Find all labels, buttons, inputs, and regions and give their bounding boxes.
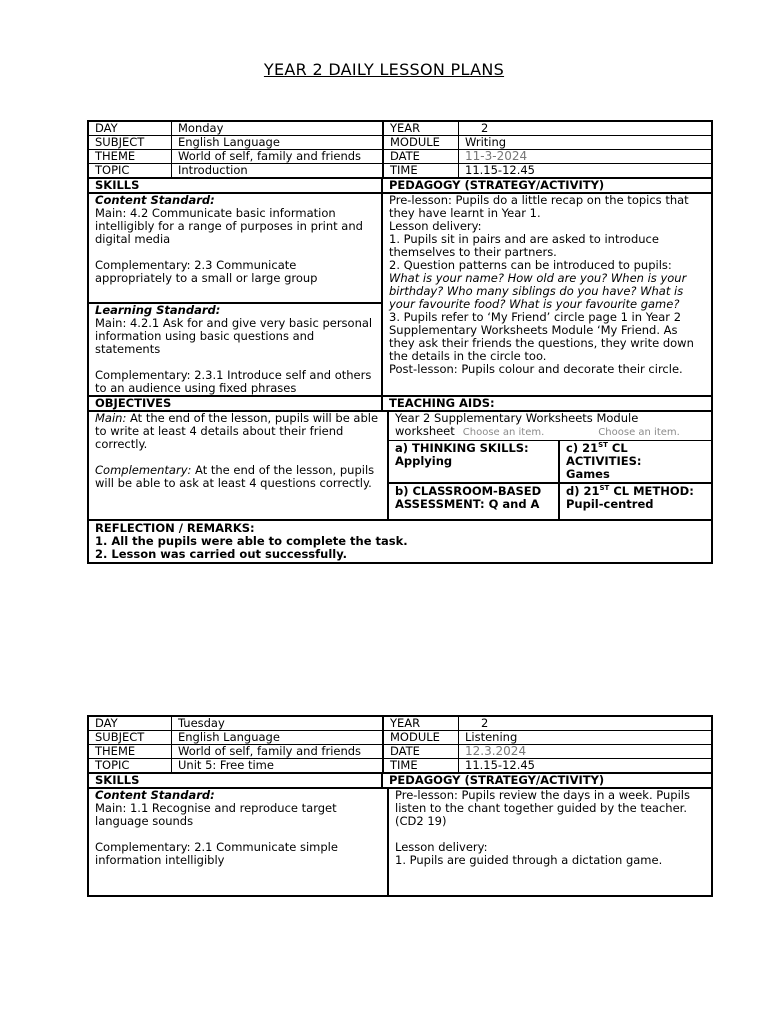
info-row-subject xyxy=(89,731,711,745)
thinking-skills-value: Applying xyxy=(395,454,453,468)
cl-activities-value: Games xyxy=(566,467,610,481)
reflection-box xyxy=(89,521,711,562)
module-label: MODULE xyxy=(384,731,459,744)
objective-complementary: At the end of the lesson, pupils will be able to ask at least 4 questions correctly. xyxy=(95,463,375,490)
cl-activities-cell xyxy=(560,441,711,482)
objective-main: At the end of the lesson, pupils will be able to write at least 4 details about their friend correctly. xyxy=(95,411,379,451)
pedagogy-pre-lesson: Pre-lesson: Pupils do a little recap on the topics that they have learnt in Year 1. xyxy=(389,193,689,220)
topic-label: TOPIC xyxy=(89,164,172,177)
pedagogy-delivery: Lesson delivery: xyxy=(389,219,482,233)
topic-value: Unit 5: Free time xyxy=(172,759,384,772)
objective-main-label: Main: xyxy=(95,411,127,425)
pedagogy-header: PEDAGOGY (STRATEGY/ACTIVITY) xyxy=(389,773,605,787)
thinking-skills-label: a) THINKING SKILLS: xyxy=(395,441,529,455)
info-row-subject xyxy=(89,136,711,150)
learning-standard-main: Main: 4.2.1 Ask for and give very basic personal information using basic questions and statements xyxy=(95,316,373,356)
teaching-aids-header: TEACHING AIDS: xyxy=(389,396,495,410)
learning-standard-title: Learning Standard: xyxy=(95,303,221,317)
reflection-line-2: 2. Lesson was carried out successfully. xyxy=(95,547,348,561)
reflection-line-1: 1. All the pupils were able to complete the task. xyxy=(95,534,408,548)
page-title: YEAR 2 DAILY LESSON PLANS xyxy=(263,60,505,79)
pedagogy-questions: What is your name? How old are you? When is your birthday? Who many siblings do you have? What is your favourite food? What is your favourite game? xyxy=(389,271,687,311)
lesson-plan-tuesday xyxy=(87,715,713,897)
date-label: DATE xyxy=(384,745,459,758)
info-row-theme xyxy=(89,150,711,164)
theme-value: World of self, family and friends xyxy=(172,745,384,758)
date-field[interactable]: 11-3-2024 xyxy=(465,149,528,163)
pedagogy-step-3: 3. Pupils refer to ‘My Friend’ circle page 1 in Year 2 Supplementary Worksheets Module ‘My Friend. As they ask their friends the questions, they write down the details in the circle too. xyxy=(389,310,694,363)
choose-item-dropdown-1[interactable]: Choose an item. xyxy=(462,427,545,438)
skills-header: SKILLS xyxy=(89,179,383,192)
module-value: Listening xyxy=(465,730,518,744)
info-row-theme xyxy=(89,745,711,759)
cl-activities-label-end: CL ACTIVITIES: xyxy=(566,441,642,468)
subject-label: SUBJECT xyxy=(89,136,172,149)
objectives-header: OBJECTIVES xyxy=(89,397,383,410)
pedagogy-post-lesson: Post-lesson: Pupils colour and decorate their circle. xyxy=(389,362,683,376)
cl-method-value: Pupil-centred xyxy=(566,497,654,511)
reflection-header: REFLECTION / REMARKS: xyxy=(95,521,255,535)
learning-standard-box xyxy=(89,304,381,395)
cl-activities-label: c) 21 xyxy=(566,441,599,455)
info-row-topic xyxy=(89,164,711,179)
assessment-label: b) CLASSROOM-BASED ASSESSMENT: Q and A xyxy=(395,484,542,511)
year-label: YEAR xyxy=(384,717,459,730)
content-standard-title: Content Standard: xyxy=(95,788,215,802)
time-label: TIME xyxy=(384,759,459,772)
skills-pedagogy-header xyxy=(89,774,711,789)
content-standard-box xyxy=(89,194,381,304)
aids-column xyxy=(389,412,711,519)
objectives-aids-body xyxy=(89,412,711,521)
theme-value: World of self, family and friends xyxy=(172,150,384,163)
content-standard-main: Main: 4.2 Communicate basic information intelligibly for a range of purposes in print and digital media xyxy=(95,206,363,246)
cl-method-sup: ST xyxy=(599,484,610,493)
pedagogy-step-2: 2. Question patterns can be introduced to pupils: xyxy=(389,258,672,272)
skills-header: SKILLS xyxy=(89,774,383,787)
pedagogy-step-1: 1. Pupils sit in pairs and are asked to introduce themselves to their partners. xyxy=(389,232,659,259)
learning-standard-complementary: Complementary: 2.3.1 Introduce self and others to an audience using fixed phrases xyxy=(95,368,372,395)
assessment-cell xyxy=(389,484,560,519)
content-standard-complementary: Complementary: 2.3 Communicate appropriately to a small or large group xyxy=(95,258,318,285)
time-label: TIME xyxy=(384,164,459,177)
pedagogy-pre-lesson: Pre-lesson: Pupils review the days in a week. Pupils listen to the chant together guided by the teacher. (CD2 19) xyxy=(395,788,690,828)
subject-label: SUBJECT xyxy=(89,731,172,744)
theme-label: THEME xyxy=(89,745,172,758)
skills-pedagogy-body xyxy=(89,194,711,397)
cl-method-cell xyxy=(560,484,711,519)
day-value: Monday xyxy=(172,122,384,135)
theme-label: THEME xyxy=(89,150,172,163)
info-row-day xyxy=(89,717,711,731)
module-value: Writing xyxy=(465,135,507,149)
topic-value: Introduction xyxy=(172,164,384,177)
time-value: 11.15-12.45 xyxy=(465,163,535,177)
teaching-aids-line-2: worksheet xyxy=(395,424,455,438)
year-label: YEAR xyxy=(384,122,459,135)
teaching-aids-box xyxy=(389,412,711,441)
skills-row-1 xyxy=(389,441,711,484)
day-value: Tuesday xyxy=(172,717,384,730)
cl-method-label-end: CL METHOD: xyxy=(609,484,694,498)
skills-pedagogy-header xyxy=(89,179,711,194)
pedagogy-column xyxy=(383,194,711,395)
year-value: 2 xyxy=(481,716,489,730)
info-row-topic xyxy=(89,759,711,774)
content-standard-box xyxy=(89,789,389,895)
content-standard-complementary: Complementary: 2.1 Communicate simple information intelligibly xyxy=(95,840,338,867)
pedagogy-column xyxy=(389,789,711,895)
pedagogy-delivery: Lesson delivery: xyxy=(395,840,488,854)
module-label: MODULE xyxy=(384,136,459,149)
objectives-column xyxy=(89,412,389,519)
pedagogy-step-1: 1. Pupils are guided through a dictation game. xyxy=(395,853,663,867)
skills-column xyxy=(89,194,383,395)
skills-pedagogy-body xyxy=(89,789,711,895)
info-row-day xyxy=(89,122,711,136)
date-label: DATE xyxy=(384,150,459,163)
skills-row-2 xyxy=(389,484,711,519)
subject-value: English Language xyxy=(172,731,384,744)
content-standard-main: Main: 1.1 Recognise and reproduce target language sounds xyxy=(95,801,337,828)
objective-comp-label: Complementary: xyxy=(95,463,192,477)
subject-value: English Language xyxy=(172,136,384,149)
cl-method-label: d) 21 xyxy=(566,484,600,498)
thinking-skills-cell xyxy=(389,441,560,482)
date-field[interactable]: 12.3.2024 xyxy=(465,744,527,758)
cl-activities-sup: ST xyxy=(598,441,608,450)
lesson-plan-monday xyxy=(87,120,713,564)
pedagogy-header: PEDAGOGY (STRATEGY/ACTIVITY) xyxy=(389,178,605,192)
topic-label: TOPIC xyxy=(89,759,172,772)
choose-item-dropdown-2[interactable]: Choose an item. xyxy=(598,427,680,438)
objectives-aids-header xyxy=(89,397,711,412)
day-label: DAY xyxy=(89,122,172,135)
time-value: 11.15-12.45 xyxy=(465,758,535,772)
content-standard-title: Content Standard: xyxy=(95,193,215,207)
year-value: 2 xyxy=(481,121,489,135)
day-label: DAY xyxy=(89,717,172,730)
teaching-aids-line-1: Year 2 Supplementary Worksheets Module xyxy=(395,411,639,425)
